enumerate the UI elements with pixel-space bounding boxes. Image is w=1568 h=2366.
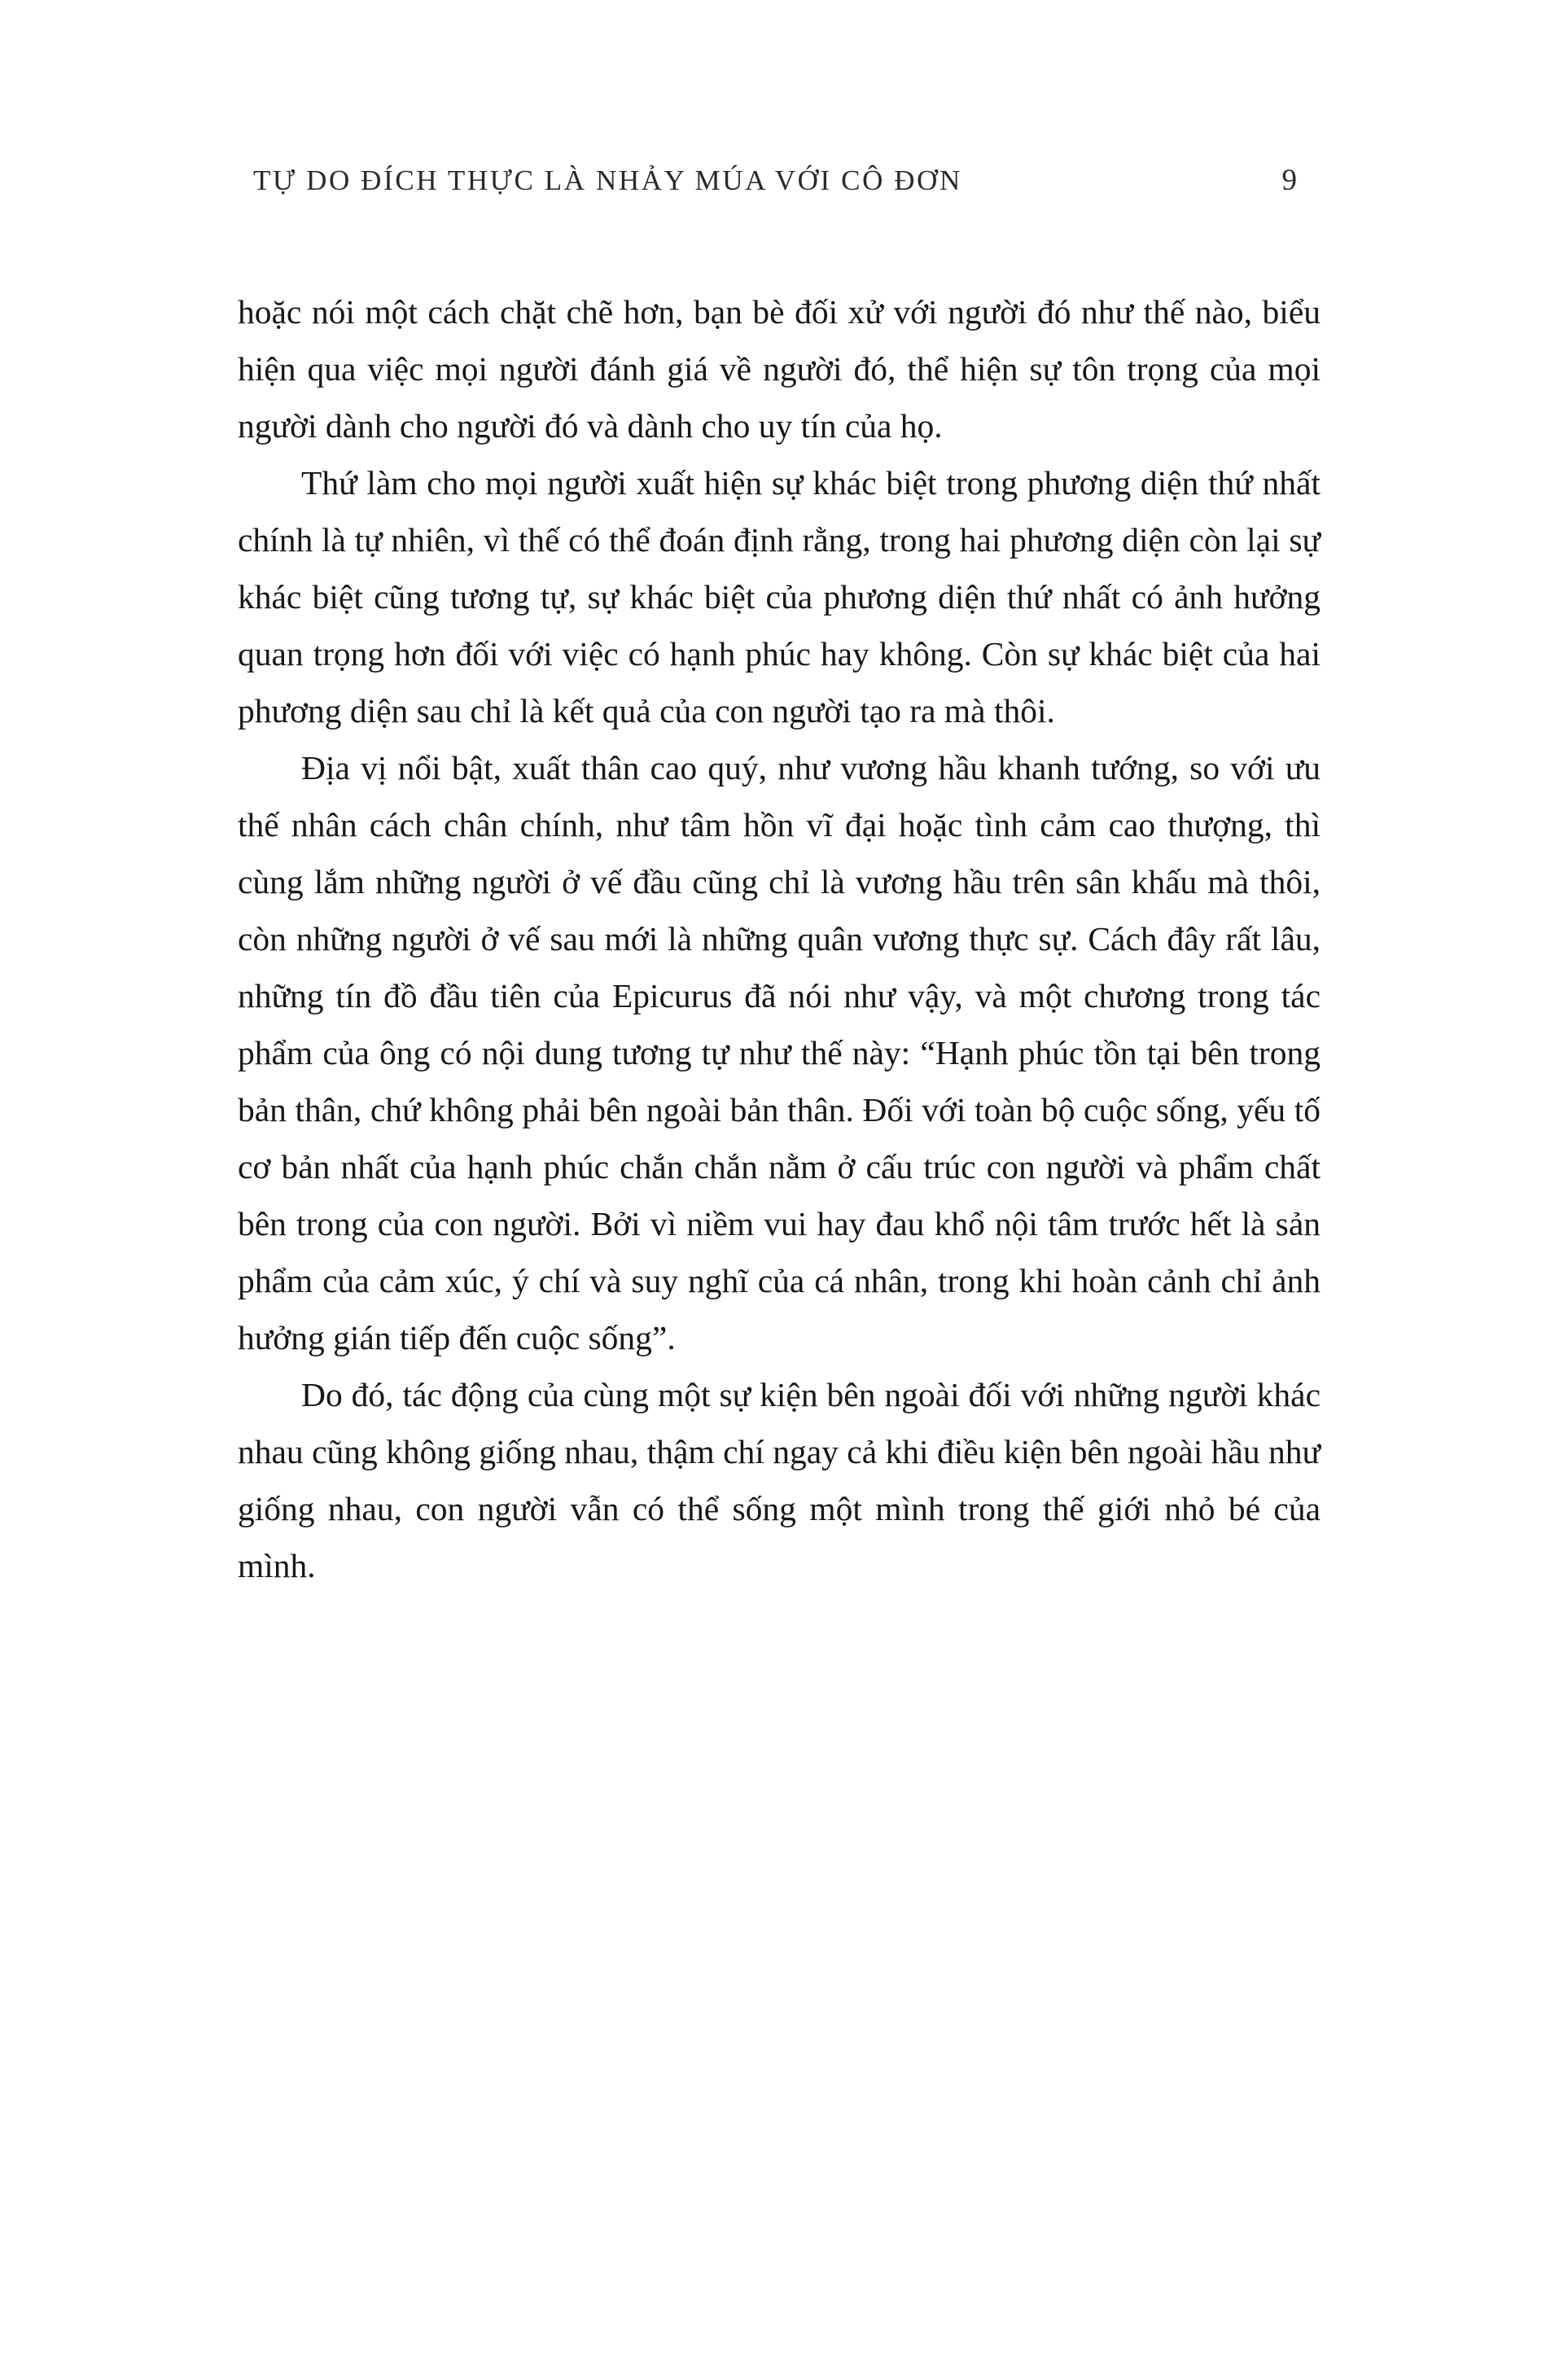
paragraph: Thứ làm cho mọi người xuất hiện sự khác biệt trong phương diện thứ nhất chính là tự nhiên, vì thế có thể đoán định rằng, trong hai phương diện còn lại sự khác biệt cũng tương tự, sự khác biệt của phương diện thứ nhất có ảnh hưởng quan trọng hơn đối với việc có hạnh phúc hay không. Còn sự khác biệt của hai phương diện sau chỉ là kết quả của con người tạo ra mà thôi.	[238, 464, 1321, 730]
paragraph: Do đó, tác động của cùng một sự kiện bên ngoài đối với những người khác nhau cũng không giống nhau, thậm chí ngay cả khi điều kiện bên ngoài hầu như giống nhau, con người vẫn có thể sống một mình trong thế giới nhỏ bé của mình.	[238, 1376, 1321, 1584]
running-head-title: TỰ DO ĐÍCH THỰC LÀ NHẢY MÚA VỚI CÔ ĐƠN	[253, 164, 962, 196]
paragraph: hoặc nói một cách chặt chẽ hơn, bạn bè đối xử với người đó như thế nào, biểu hiện qua việc mọi người đánh giá về người đó, thể hiện sự tôn trọng của mọi người dành cho người đó và dành cho uy tín của họ.	[238, 293, 1321, 445]
paragraph: Địa vị nổi bật, xuất thân cao quý, như vương hầu khanh tướng, so với ưu thế nhân cách chân chính, như tâm hồn vĩ đại hoặc tình cảm cao thượng, thì cùng lắm những người ở vế đầu cũng chỉ là vương hầu trên sân khấu mà thôi, còn những người ở vế sau mới là những quân vương thực sự. Cách đây rất lâu, những tín đồ đầu tiên của Epicurus đã nói như vậy, và một chương trong tác phẩm của ông có nội dung tương tự như thế này: “Hạnh phúc tồn tại bên trong bản thân, chứ không phải bên ngoài bản thân. Đối với toàn bộ cuộc sống, yếu tố cơ bản nhất của hạnh phúc chắn chắn nằm ở cấu trúc con người và phẩm chất bên trong của con người. Bởi vì niềm vui hay đau khổ nội tâm trước hết là sản phẩm của cảm xúc, ý chí và suy nghĩ của cá nhân, trong khi hoàn cảnh chỉ ảnh hưởng gián tiếp đến cuộc sống”.	[238, 749, 1321, 1356]
page-number: 9	[1281, 164, 1297, 197]
body-text-column	[238, 283, 1321, 1594]
running-head	[0, 163, 1568, 198]
running-head-inner	[239, 163, 1329, 198]
